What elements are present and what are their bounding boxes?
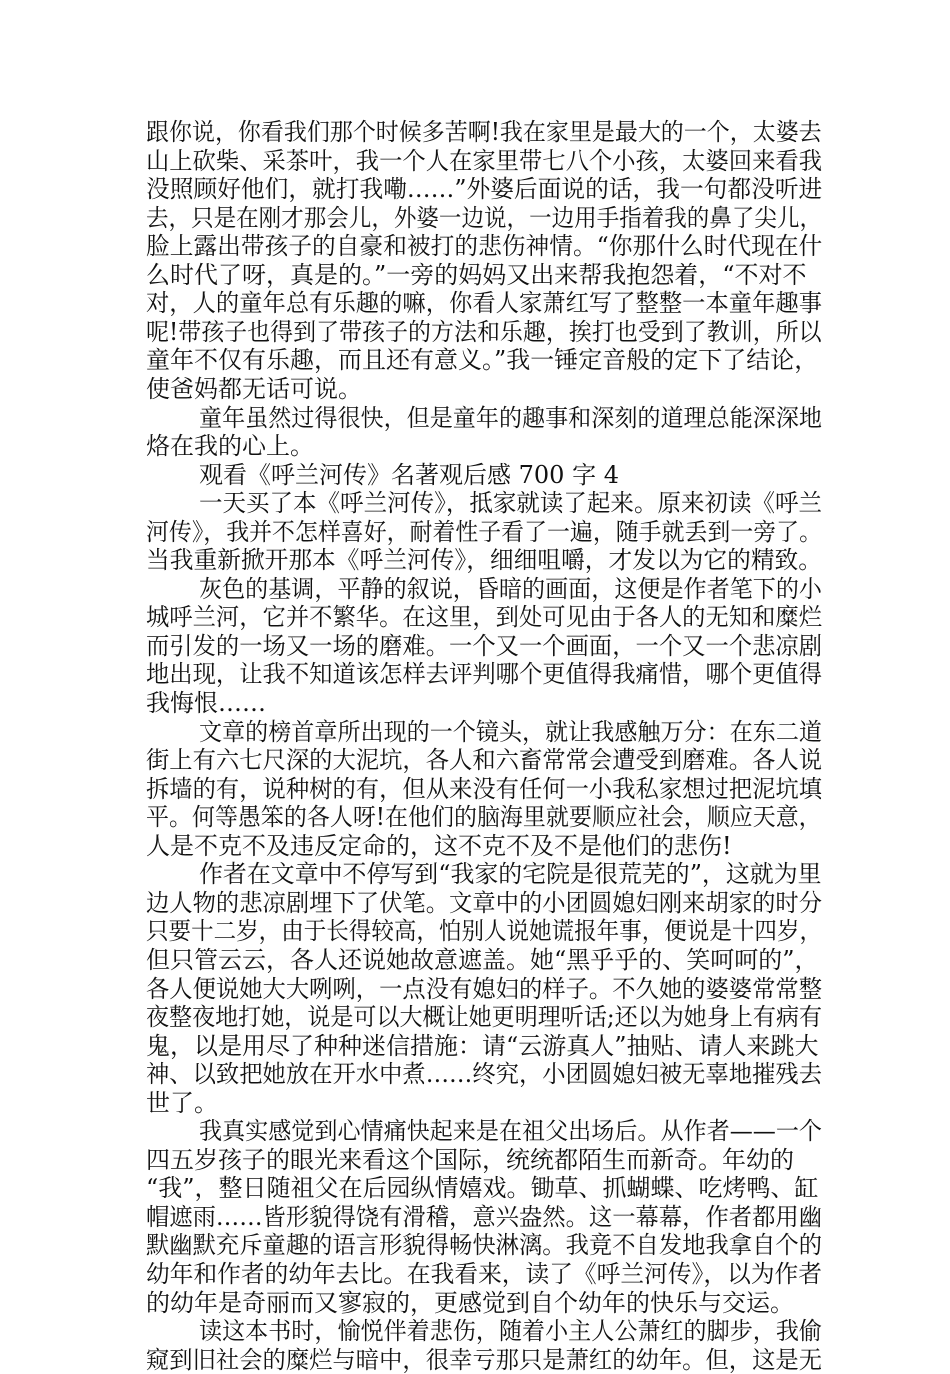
text-line: 河传》，我并不怎样喜好，耐着性子看了一遍，随手就丢到一旁了。 bbox=[146, 517, 822, 546]
text-line: 去，只是在刚才那会儿，外婆一边说，一边用手指着我的鼻了尖儿， bbox=[146, 203, 823, 232]
text-line: 帽遮雨……皆形貌得饶有滑稽，意兴盎然。这一幕幕，作者都用幽 bbox=[146, 1202, 823, 1231]
text-line: 我真实感觉到心情痛快起来是在祖父出场后。从作者——一个 bbox=[199, 1117, 822, 1146]
text-line: 么时代了呀，真是的。”一旁的妈妈又出来帮我抱怨着，“不对不 bbox=[146, 260, 807, 289]
text-line: 的幼年是奇丽而又寥寂的，更感觉到自个幼年的快乐与交运。 bbox=[146, 1288, 794, 1317]
text-line: 夜整夜地打她，说是可以大概让她更明理听话;还以为她身上有病有 bbox=[146, 1003, 823, 1032]
text-line: 观看《呼兰河传》名著观后感 700 字 4 bbox=[199, 460, 619, 489]
text-line: 地出现，让我不知道该怎样去评判哪个更值得我痛惜，哪个更值得 bbox=[146, 660, 823, 689]
text-line: 我悔恨…… bbox=[146, 689, 266, 717]
text-line: 人是不克不及违反定命的，这不克不及不是他们的悲伤! bbox=[146, 831, 732, 860]
text-line: 山上砍柴、采茶叶，我一个人在家里带七八个小孩，太婆回来看我 bbox=[146, 146, 823, 175]
text-line: 作者在文章中不停写到“我家的宅院是很荒芜的”，这就为里 bbox=[199, 860, 822, 889]
text-line: 默幽默充斥童趣的语言形貌得畅快淋漓。我竟不自发地我拿自个的 bbox=[146, 1231, 823, 1260]
text-line: 读这本书时，愉悦伴着悲伤，随着小主人公萧红的脚步，我偷 bbox=[199, 1317, 822, 1346]
text-line: 使爸妈都无话可说。 bbox=[146, 374, 362, 403]
text-line: 街上有六七尺深的大泥坑，各人和六畜常常会遭受到磨难。各人说 bbox=[146, 746, 823, 775]
text-line: 一天买了本《呼兰河传》，抵家就读了起来。原来初读《呼兰 bbox=[199, 489, 823, 518]
text-line: 脸上露出带孩子的自豪和被打的悲伤神情。“你那什么时代现在什 bbox=[146, 232, 823, 261]
text-line: 幼年和作者的幼年去比。在我看来，读了《呼兰河传》，以为作者 bbox=[146, 1260, 822, 1288]
text-line: 世了。 bbox=[146, 1088, 218, 1117]
text-line: 文章的榜首章所出现的一个镜头，就让我感触万分：在东二道 bbox=[199, 717, 822, 746]
text-line: 跟你说，你看我们那个时候多苦啊!我在家里是最大的一个，太婆去 bbox=[146, 118, 822, 146]
text-line: 窥到旧社会的糜烂与暗中，很幸亏那只是萧红的幼年。但，这是无 bbox=[146, 1345, 823, 1374]
text-line: 当我重新掀开那本《呼兰河传》，细细咀嚼，才发以为它的精致。 bbox=[146, 546, 822, 575]
text-line: 但只管云云，各人还说她故意遮盖。她“黑乎乎的、笑呵呵的”， bbox=[146, 945, 819, 974]
text-line: 童年虽然过得很快，但是童年的趣事和深刻的道理总能深深地 bbox=[199, 403, 822, 432]
text-line: 而引发的一场又一场的磨难。一个又一个画面，一个又一个悲凉剧 bbox=[146, 631, 823, 660]
text-line: 城呼兰河，它并不繁华。在这里，到处可见由于各人的无知和糜烂 bbox=[146, 603, 823, 632]
text-line: 鬼，以是用尽了种种迷信措施：请“云游真人”抽贴、请人来跳大 bbox=[146, 1031, 819, 1060]
text-line: 只要十二岁，由于长得较高，怕别人说她谎报年事，便说是十四岁， bbox=[146, 917, 823, 946]
text-line: 边人物的悲凉剧埋下了伏笔。文章中的小团圆媳妇刚来胡家的时分 bbox=[146, 888, 823, 917]
text-line: 平。何等愚笨的各人呀!在他们的脑海里就要顺应社会，顺应天意， bbox=[146, 803, 822, 832]
text-line: 童年不仅有乐趣，而且还有意义。”我一锤定音般的定下了结论， bbox=[146, 346, 819, 375]
text-line: 烙在我的心上。 bbox=[146, 432, 314, 461]
text-line: 没照顾好他们，就打我嘞……”外婆后面说的话，我一句都没听进 bbox=[146, 175, 823, 204]
text-line: “我”，整日随祖父在后园纵情嬉戏。锄草、抓蝴蝶、吃烤鸭、缸 bbox=[146, 1174, 819, 1203]
text-line: 对，人的童年总有乐趣的嘛，你看人家萧红写了整整一本童年趣事 bbox=[146, 289, 823, 318]
text-line: 各人便说她大大咧咧，一点没有媳妇的样子。不久她的婆婆常常整 bbox=[146, 974, 823, 1003]
text-line: 四五岁孩子的眼光来看这个国际，统统都陌生而新奇。年幼的 bbox=[146, 1145, 794, 1174]
text-line: 呢!带孩子也得到了带孩子的方法和乐趣，挨打也受到了教训，所以 bbox=[146, 317, 822, 346]
text-line: 神、以致把她放在开水中煮……终究，小团圆媳妇被无辜地摧残去 bbox=[146, 1060, 823, 1089]
text-line: 灰色的基调，平静的叙说，昏暗的画面，这便是作者笔下的小 bbox=[199, 574, 822, 603]
text-line: 拆墙的有，说种树的有，但从来没有任何一小我私家想过把泥坑填 bbox=[146, 774, 823, 803]
